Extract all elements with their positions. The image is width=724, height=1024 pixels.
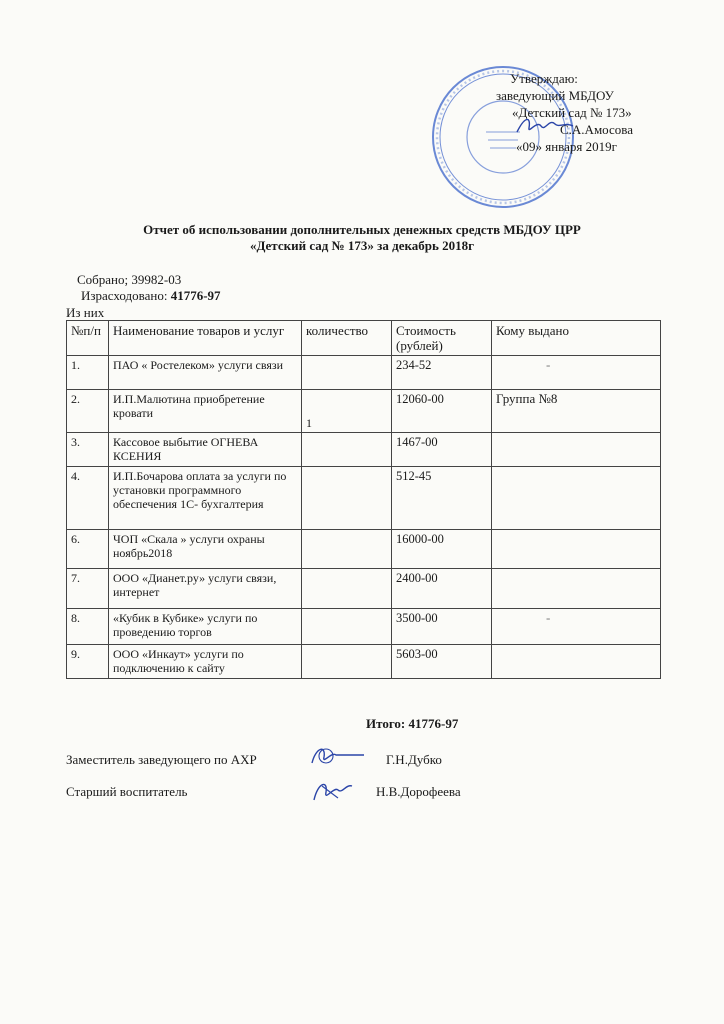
approval-line: С.А.Амосова	[560, 122, 634, 137]
row-name: Кассовое выбытие ОГНЕВА КСЕНИЯ	[109, 433, 302, 467]
row-cost: 1467-00	[392, 433, 492, 467]
row-cost: 234-52	[392, 356, 492, 390]
row-cost: 3500-00	[392, 609, 492, 645]
collected-value: 39982-03	[131, 272, 182, 287]
row-quantity	[302, 530, 392, 569]
row-cost: 512-45	[392, 467, 492, 530]
row-number: 4.	[67, 467, 109, 530]
row-number: 8.	[67, 609, 109, 645]
row-number: 7.	[67, 569, 109, 609]
approval-line: Утверждаю:	[510, 71, 578, 86]
row-quantity	[302, 645, 392, 679]
of-them-label: Из них	[66, 305, 105, 320]
row-name: И.П.Бочарова оплата за услуги по установки программного обеспечения 1С- бухгалтерия	[109, 467, 302, 530]
collected-label: Собрано;	[77, 272, 129, 287]
row-quantity	[302, 433, 392, 467]
row-number: 9.	[67, 645, 109, 679]
table-row	[67, 609, 661, 645]
senior-teacher-signature	[308, 776, 358, 806]
row-recipient	[492, 467, 661, 530]
document-title	[60, 222, 664, 254]
row-recipient	[492, 356, 661, 390]
row-quantity	[302, 609, 392, 645]
total-line: Итого: 41776-97	[366, 716, 459, 731]
signer-role: Старший воспитатель	[66, 784, 188, 799]
approval-date: «09» января 2019г	[516, 139, 617, 154]
row-name: ООО «Инкаут» услуги по подключению к сайту	[109, 645, 302, 679]
recipient-dash: -	[546, 610, 551, 625]
row-quantity	[302, 356, 392, 390]
header-number: №п/п	[67, 321, 109, 356]
title-line: Отчет об использовании дополнительных денежных средств МБДОУ ЦРР	[143, 222, 581, 237]
signer-name: Н.В.Дорофеева	[376, 784, 461, 799]
row-quantity: 1	[302, 390, 392, 433]
row-quantity	[302, 467, 392, 530]
deputy-signature	[308, 743, 368, 769]
row-name: «Кубик в Кубике» услуги по проведению торгов	[109, 609, 302, 645]
row-recipient	[492, 609, 661, 645]
table-row	[67, 530, 661, 569]
row-recipient	[492, 433, 661, 467]
row-recipient: Группа №8	[492, 390, 661, 433]
row-cost: 12060-00	[392, 390, 492, 433]
row-number: 6.	[67, 530, 109, 569]
row-quantity	[302, 569, 392, 609]
spent-line	[77, 288, 221, 304]
approval-line: «Детский сад № 173»	[512, 105, 632, 120]
header-name: Наименование товаров и услуг	[109, 321, 302, 356]
expenses-table	[66, 320, 661, 679]
recipient-dash: -	[546, 357, 551, 372]
row-number: 3.	[67, 433, 109, 467]
table-row	[67, 467, 661, 530]
row-cost: 16000-00	[392, 530, 492, 569]
approval-line: заведующий МБДОУ	[496, 88, 614, 103]
summary-block	[77, 272, 221, 304]
table-row	[67, 390, 661, 433]
signer-name: Г.Н.Дубко	[386, 752, 442, 767]
director-signature	[515, 114, 575, 138]
row-name: И.П.Малютина приобретение кровати	[109, 390, 302, 433]
table-header-row	[67, 321, 661, 356]
spent-label: Израсходовано:	[81, 288, 168, 303]
header-cost: Стоимость (рублей)	[392, 321, 492, 356]
spent-value: 41776-97	[170, 288, 221, 303]
row-recipient	[492, 645, 661, 679]
header-quantity: количество	[302, 321, 392, 356]
table-row	[67, 645, 661, 679]
row-name: ООО «Дианет.ру» услуги связи, интернет	[109, 569, 302, 609]
row-recipient	[492, 530, 661, 569]
row-cost: 2400-00	[392, 569, 492, 609]
table-row	[67, 569, 661, 609]
row-cost: 5603-00	[392, 645, 492, 679]
title-line: «Детский сад № 173» за декабрь 2018г	[249, 238, 475, 253]
row-number: 1.	[67, 356, 109, 390]
header-recipient: Кому выдано	[492, 321, 661, 356]
table-row	[67, 433, 661, 467]
table-row	[67, 356, 661, 390]
collected-line	[77, 272, 221, 288]
row-name: ЧОП «Скала » услуги охраны ноябрь2018	[109, 530, 302, 569]
row-number: 2.	[67, 390, 109, 433]
row-recipient	[492, 569, 661, 609]
row-name: ПАО « Ростелеком» услуги связи	[109, 356, 302, 390]
signer-role: Заместитель заведующего по АХР	[66, 752, 257, 767]
approval-block	[496, 70, 666, 155]
